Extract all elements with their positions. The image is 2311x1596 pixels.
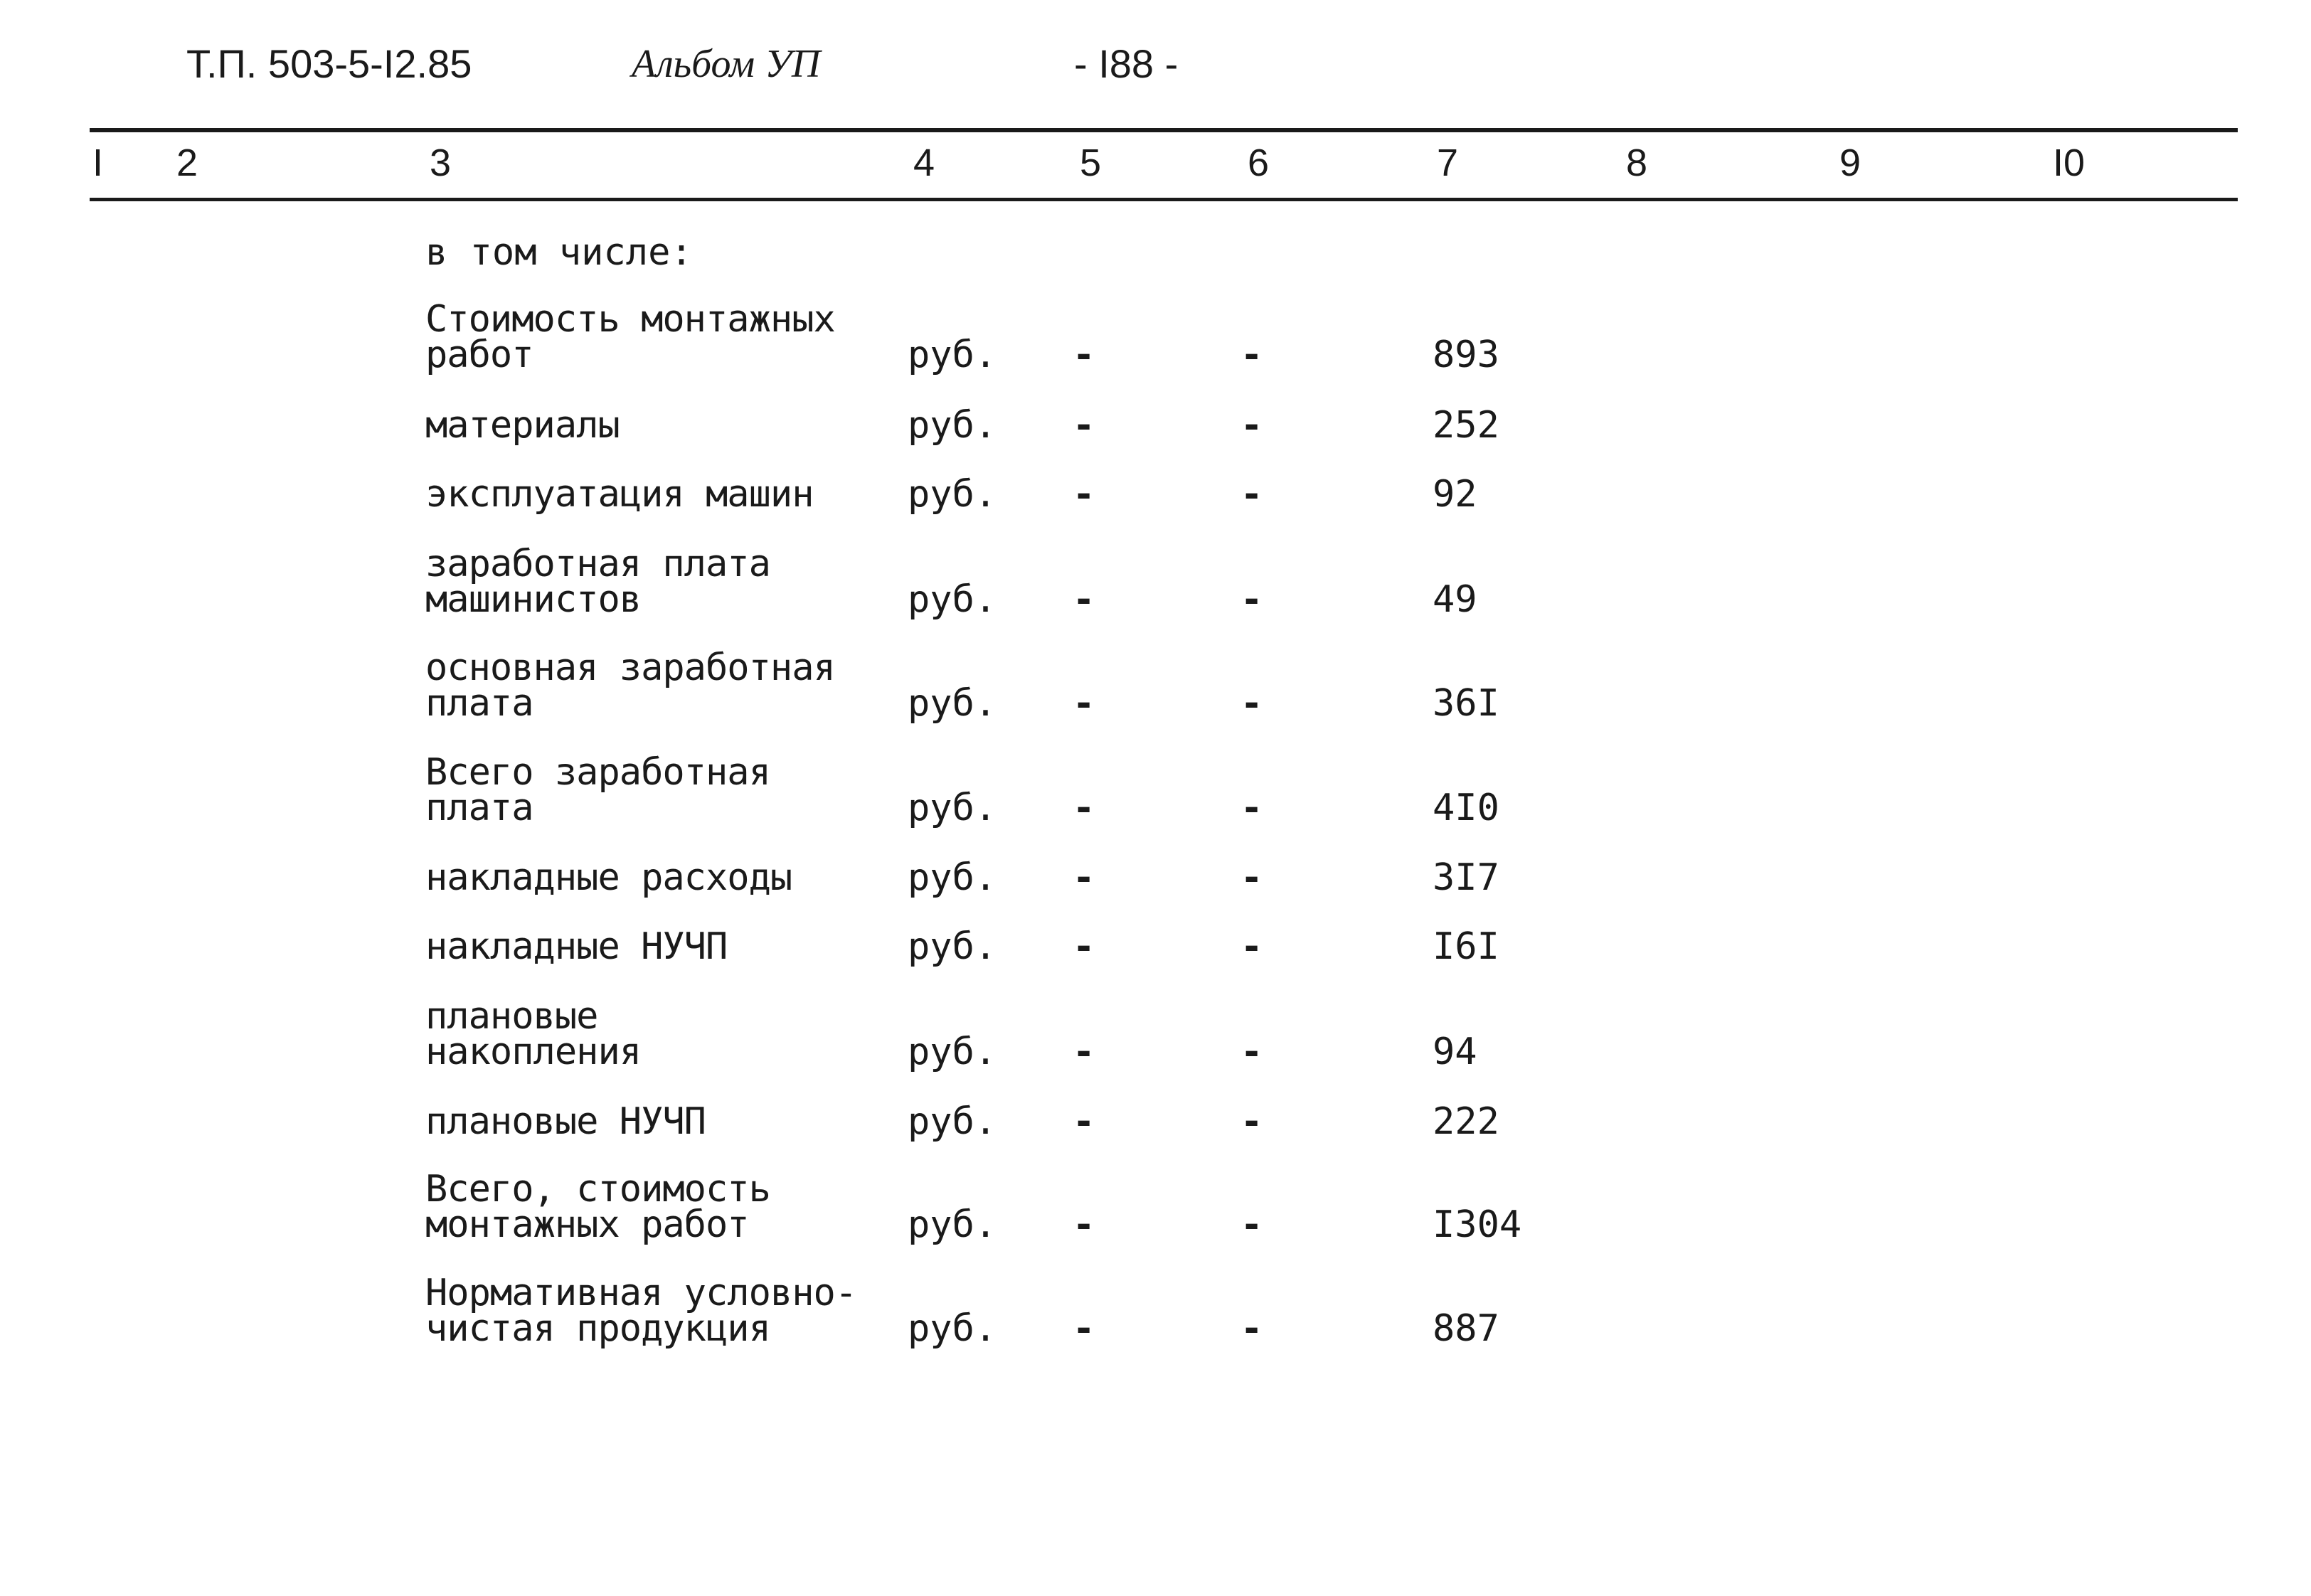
row-col5: - bbox=[1073, 925, 1095, 968]
row-col5: - bbox=[1073, 578, 1095, 621]
row-col6: - bbox=[1240, 1203, 1263, 1246]
row-description: накладные НУЧП bbox=[425, 925, 728, 968]
row-col6: - bbox=[1240, 578, 1263, 621]
row-col6: - bbox=[1240, 1100, 1263, 1143]
row-unit: руб. bbox=[908, 925, 997, 968]
row-unit: руб. bbox=[908, 1203, 997, 1246]
row-value: 893 bbox=[1433, 334, 1499, 376]
column-number: 6 bbox=[1248, 142, 1270, 184]
row-col5: - bbox=[1073, 473, 1095, 516]
row-unit: руб. bbox=[908, 856, 997, 899]
row-col6: - bbox=[1240, 404, 1263, 447]
column-number: 9 bbox=[1839, 142, 1861, 184]
row-value: 222 bbox=[1433, 1100, 1499, 1143]
row-value: I304 bbox=[1433, 1203, 1522, 1246]
row-value: 49 bbox=[1433, 578, 1477, 621]
row-col6: - bbox=[1240, 925, 1263, 968]
row-value: I6I bbox=[1433, 925, 1499, 968]
row-description: плановые НУЧП bbox=[425, 1100, 706, 1143]
row-description: плановые накопления bbox=[425, 995, 642, 1073]
row-value: 252 bbox=[1433, 404, 1499, 447]
row-col6: - bbox=[1240, 787, 1263, 829]
row-unit: руб. bbox=[908, 404, 997, 447]
row-description: заработная плата машинистов bbox=[425, 543, 770, 621]
row-col6: - bbox=[1240, 473, 1263, 516]
column-number: 2 bbox=[176, 142, 198, 184]
row-unit: руб. bbox=[908, 473, 997, 516]
row-unit: руб. bbox=[908, 1031, 997, 1073]
row-description: основная заработная плата bbox=[425, 647, 835, 725]
column-number: 4 bbox=[913, 142, 935, 184]
row-col6: - bbox=[1240, 1307, 1263, 1350]
row-value: 36I bbox=[1433, 682, 1499, 725]
row-col6: - bbox=[1240, 856, 1263, 899]
row-unit: руб. bbox=[908, 1307, 997, 1350]
row-unit: руб. bbox=[908, 682, 997, 725]
row-description: эксплуатация машин bbox=[425, 473, 814, 516]
column-number: I0 bbox=[2053, 142, 2086, 184]
row-col5: - bbox=[1073, 856, 1095, 899]
row-col6: - bbox=[1240, 1031, 1263, 1073]
intro-label: в том числе: bbox=[425, 231, 693, 274]
row-col6: - bbox=[1240, 682, 1263, 725]
row-description: Стоимость монтажных работ bbox=[425, 298, 835, 376]
document-code: Т.П. 503-5-I2.85 bbox=[186, 41, 472, 86]
row-value: 94 bbox=[1433, 1031, 1477, 1073]
row-col5: - bbox=[1073, 1031, 1095, 1073]
row-description: Всего, стоимость монтажных работ bbox=[425, 1168, 770, 1246]
column-number: 7 bbox=[1437, 142, 1459, 184]
column-number: 3 bbox=[430, 142, 452, 184]
row-description: материалы bbox=[425, 404, 620, 447]
row-col5: - bbox=[1073, 404, 1095, 447]
row-col5: - bbox=[1073, 682, 1095, 725]
row-col6: - bbox=[1240, 334, 1263, 376]
row-col5: - bbox=[1073, 787, 1095, 829]
row-unit: руб. bbox=[908, 787, 997, 829]
column-number: 5 bbox=[1080, 142, 1102, 184]
album-label: Альбом УП bbox=[632, 42, 821, 86]
row-unit: руб. bbox=[908, 578, 997, 621]
table-top-rule bbox=[90, 128, 2238, 132]
row-col5: - bbox=[1073, 1203, 1095, 1246]
row-value: 887 bbox=[1433, 1307, 1499, 1350]
row-value: 4I0 bbox=[1433, 787, 1499, 829]
row-unit: руб. bbox=[908, 334, 997, 376]
row-description: Всего заработная плата bbox=[425, 751, 770, 829]
column-number: I bbox=[92, 142, 104, 184]
row-col5: - bbox=[1073, 1307, 1095, 1350]
page-number: - I88 - bbox=[1074, 41, 1179, 86]
row-col5: - bbox=[1073, 334, 1095, 376]
row-description: Нормативная условно- чистая продукция bbox=[425, 1272, 857, 1350]
row-value: 3I7 bbox=[1433, 856, 1499, 899]
table-header-rule bbox=[90, 198, 2238, 201]
row-description: накладные расходы bbox=[425, 856, 792, 899]
column-number: 8 bbox=[1626, 142, 1648, 184]
row-col5: - bbox=[1073, 1100, 1095, 1143]
row-unit: руб. bbox=[908, 1100, 997, 1143]
row-value: 92 bbox=[1433, 473, 1477, 516]
